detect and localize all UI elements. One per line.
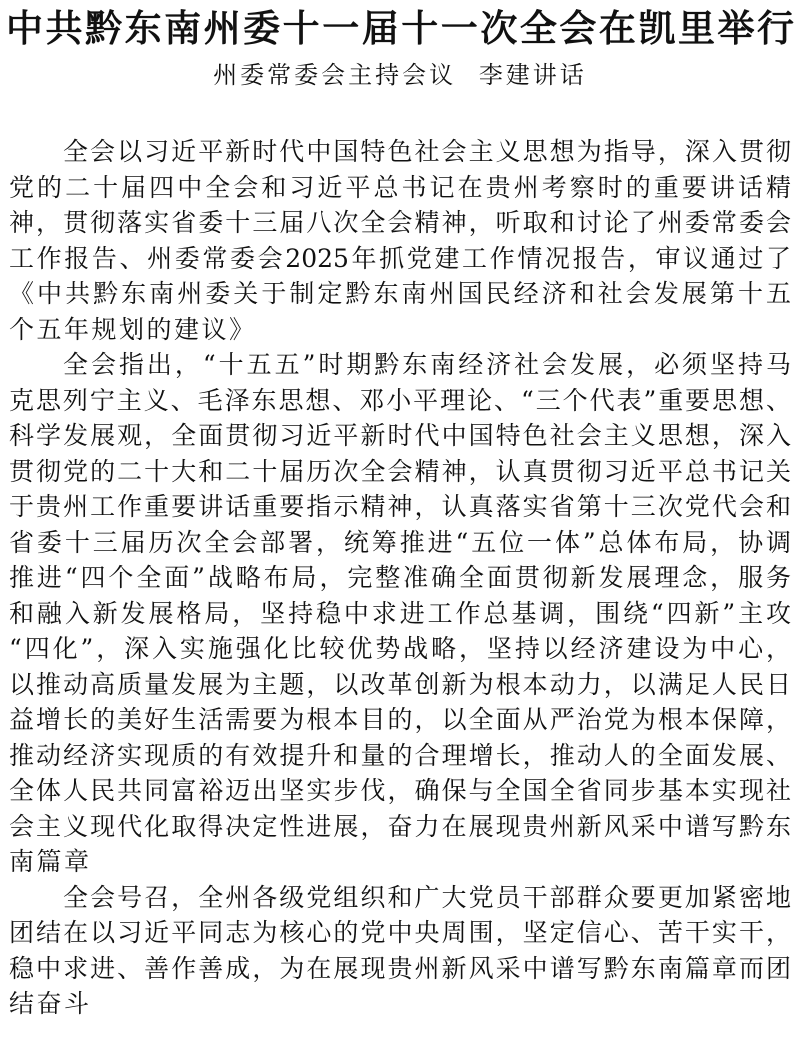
paragraph-line: 益增长的美好生活需要为根本目的，以全面从严治党为根本保障，	[9, 705, 791, 734]
paragraph-line: 南篇章	[9, 847, 92, 876]
paragraph-line: 和融入新发展格局，坚持稳中求进工作总基调，围绕“四新”主攻	[9, 598, 791, 628]
paragraph-line: 稳中求进、善作善成，为在展现贵州新风采中谱写黔东南篇章而团	[9, 953, 791, 983]
paragraph-line: 推动经济实现质的有效提升和量的合理增长，推动人的全面发展、	[9, 740, 791, 770]
paragraph-line: 全会号召，全州各级党组织和广大党员干部群众要更加紧密地	[63, 882, 791, 912]
subheadline-part-1: 州委常委会主持会议	[213, 61, 457, 89]
paragraph-line: 党的二十届四中全会和习近平总书记在贵州考察时的重要讲话精	[9, 172, 791, 202]
paragraph-line: 贯彻党的二十大和二十届历次全会精神，认真贯彻习近平总书记关	[9, 456, 791, 486]
paragraph-line: 《中共黔东南州委关于制定黔东南州国民经济和社会发展第十五	[9, 279, 791, 308]
paragraph-line: 以推动高质量发展为主题，以改革创新为根本动力，以满足人民日	[9, 669, 791, 699]
paragraph-line: 结奋斗	[9, 989, 92, 1018]
paragraph-line: 全体人民共同富裕迈出坚实步伐，确保与全国全省同步基本实现社	[9, 776, 791, 805]
article-paragraph	[9, 880, 791, 1022]
paragraph-line: 全会以习近平新时代中国特色社会主义思想为指导，深入贯彻	[63, 137, 791, 166]
paragraph-line: 神，贯彻落实省委十三届八次全会精神，听取和讨论了州委常委会	[9, 208, 791, 237]
paragraph-line: 克思列宁主义、毛泽东思想、邓小平理论、“三个代表”重要思想、	[9, 385, 791, 415]
paragraph-line: 省委十三届历次全会部署，统筹推进“五位一体”总体布局，协调	[9, 527, 791, 557]
paragraph-line: 推进“四个全面”战略布局，完整准确全面贯彻新发展理念，服务	[9, 563, 791, 592]
paragraph-line: 团结在以习近平同志为核心的党中央周围，坚定信心、苦干实干，	[9, 918, 791, 947]
subheadline-part-2: 李建讲话	[478, 61, 587, 89]
article-paragraph	[9, 134, 791, 347]
article-body	[9, 134, 791, 1022]
paragraph-line: 会主义现代化取得决定性进展，奋力在展现贵州新风采中谱写黔东	[9, 811, 791, 841]
article-headline: 中共黔东南州委十一届十一次全会在凯里举行	[6, 7, 794, 50]
paragraph-line: 科学发展观，全面贯彻习近平新时代中国特色社会主义思想，深入	[9, 421, 791, 450]
paragraph-line: 工作报告、州委常委会2025年抓党建工作情况报告，审议通过了	[9, 243, 791, 273]
article-subheadline	[0, 58, 800, 92]
paragraph-line: 于贵州工作重要讲话重要指示精神，认真落实省第十三次党代会和	[9, 492, 791, 521]
paragraph-line: “四化”，深入实施强化比较优势战略，坚持以经济建设为中心，	[9, 634, 791, 663]
paragraph-line: 全会指出，“十五五”时期黔东南经济社会发展，必须坚持马	[63, 350, 791, 379]
paragraph-line: 个五年规划的建议》	[9, 314, 257, 344]
article-paragraph	[9, 347, 791, 880]
